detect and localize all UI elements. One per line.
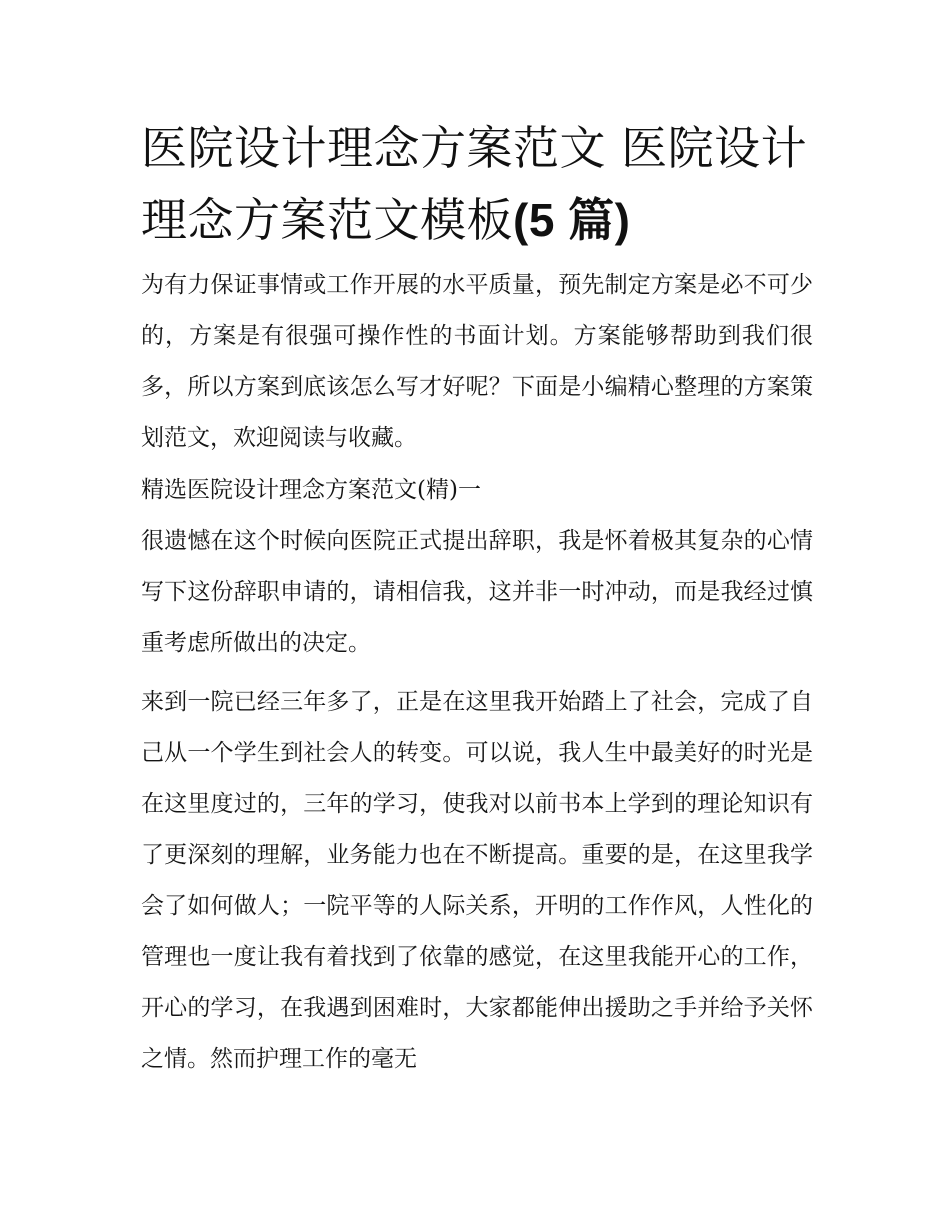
body-paragraph-1: 很遗憾在这个时候向医院正式提出辞职，我是怀着极其复杂的心情写下这份辞职申请的，请相信我，这并非一时冲动，而是我经过慎重考虑所做出的决定。 xyxy=(141,528,813,656)
document-body xyxy=(141,112,813,1085)
document-title-main: 医院设计理念方案范文 医院设计理念方案范文模板 xyxy=(141,121,808,247)
document-title-suffix: (5 篇) xyxy=(513,194,631,246)
body-paragraph-2: 来到一院已经三年多了，正是在这里我开始踏上了社会，完成了自己从一个学生到社会人的转变。可以说，我人生中最美好的时光是在这里度过的，三年的学习，使我对以前书本上学到的理论知识有了更深刻的理解，业务能力也在不断提高。重要的是，在这里我学会了如何做人；一院平等的人际关系，开明的工作作风，人性化的管理也一度让我有着找到了依靠的感觉，在这里我能开心的工作，开心的学习，在我遇到困难时，大家都能伸出援助之手并给予关怀之情。然而护理工作的毫无 xyxy=(141,689,813,1072)
section-heading: 精选医院设计理念方案范文(精)一 xyxy=(141,477,481,503)
intro-paragraph: 为有力保证事情或工作开展的水平质量，预先制定方案是必不可少的，方案是有很强可操作性的书面计划。方案能够帮助到我们很多，所以方案到底该怎么写才好呢？下面是小编精心整理的方案策划范文，欢迎阅读与收藏。 xyxy=(141,272,813,451)
document-title xyxy=(141,112,813,256)
